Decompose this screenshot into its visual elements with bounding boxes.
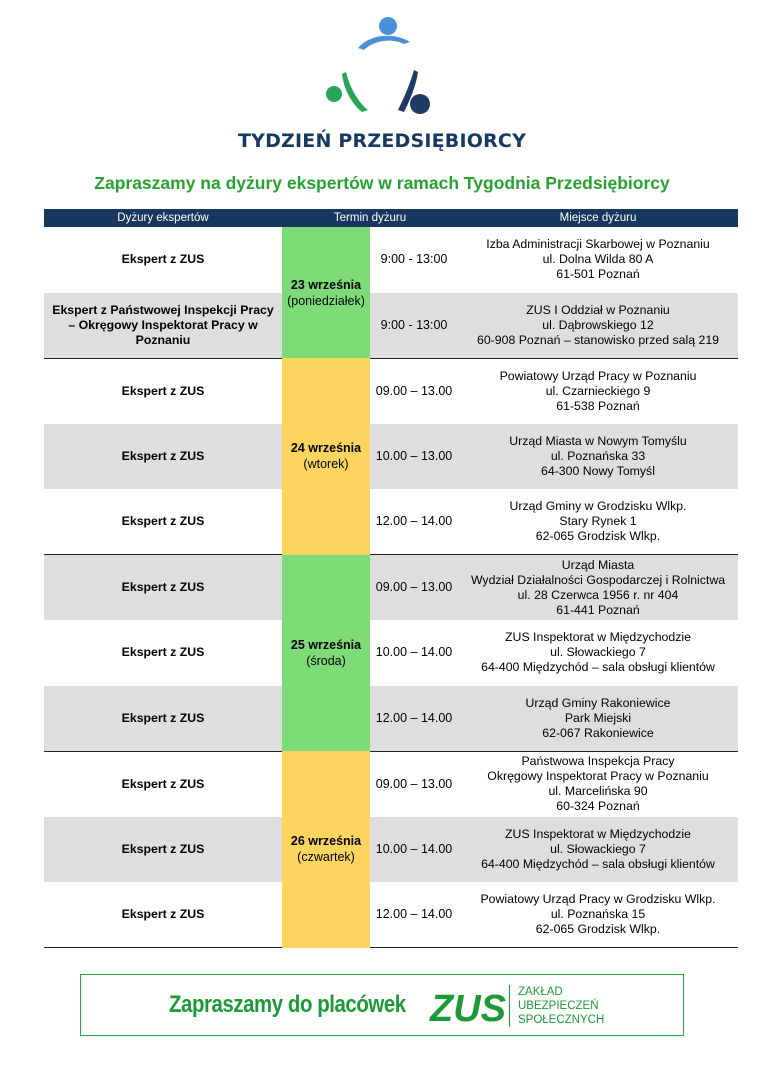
- place-line: 61-441 Poznań: [556, 602, 640, 617]
- place-cell: [458, 620, 738, 686]
- place-line: ul. Słowackiego 7: [550, 841, 646, 856]
- place-cell: [458, 424, 738, 490]
- place-line: Powiatowy Urząd Pracy w Grodzisku Wlkp.: [480, 892, 716, 906]
- place-line: ul. Dąbrowskiego 12: [542, 317, 654, 332]
- date-cell: [282, 358, 370, 555]
- event-brand-name: TYDZIEŃ PRZEDSIĘBIORCY: [237, 130, 527, 152]
- place-line: Urząd Miasta: [561, 557, 635, 572]
- place-line: ul. 28 Czerwca 1956 r. nr 404: [517, 587, 679, 602]
- expert-cell: Ekspert z ZUS: [44, 882, 282, 948]
- zus-name-line: UBEZPIECZEŃ: [518, 1000, 599, 1012]
- footer-banner: [80, 974, 684, 1036]
- schedule-table: [44, 209, 738, 948]
- expert-cell: Ekspert z ZUS: [44, 817, 282, 883]
- date-label: 26 września: [290, 834, 362, 849]
- place-line: ZUS Inspektorat w Międzychodzie: [505, 826, 691, 841]
- time-cell: 12.00 – 14.00: [375, 514, 453, 528]
- expert-cell: Ekspert z ZUS: [44, 358, 282, 424]
- time-cell: 12.00 – 14.00: [370, 882, 458, 948]
- table-row: [44, 817, 738, 883]
- expert-cell: Ekspert z ZUS: [44, 751, 282, 817]
- place-line: Wydział Działalności Gospodarczej i Rolnictwa: [470, 572, 726, 587]
- place-cell: [458, 555, 738, 621]
- time-cell: 9:00 - 13:00: [370, 293, 458, 359]
- expert-cell: Ekspert z ZUS: [121, 514, 205, 528]
- zus-institution-name: [509, 985, 604, 1027]
- place-cell: [458, 227, 738, 293]
- time-cell: 10.00 – 14.00: [370, 817, 458, 883]
- time-cell: 09.00 – 13.00: [370, 358, 458, 424]
- date-cell: [282, 227, 370, 358]
- place-line: 61-538 Poznań: [556, 398, 640, 413]
- table-row: [44, 293, 738, 359]
- zus-logo-text: ZUS: [430, 988, 506, 1030]
- place-cell: [458, 817, 738, 883]
- place-line: Urząd Gminy Rakoniewice: [525, 695, 671, 710]
- place-line: Powiatowy Urząd Pracy w Poznaniu: [499, 368, 697, 383]
- date-label: 23 września: [290, 277, 362, 292]
- place-cell: [458, 358, 738, 424]
- place-cell: [458, 686, 738, 752]
- place-line: ul. Marcelińska 90: [548, 784, 648, 798]
- table-row: [44, 555, 738, 621]
- weekday-label: (poniedziałek): [287, 293, 365, 308]
- place-line: Park Miejski: [564, 710, 632, 725]
- table-row: [44, 227, 738, 293]
- header-place: Miejsce dyżuru: [458, 209, 738, 227]
- place-line: Urząd Miasta w Nowym Tomyślu: [509, 433, 687, 448]
- expert-cell: Ekspert z ZUS: [44, 555, 282, 621]
- place-cell: [458, 751, 738, 817]
- date-cell: [282, 555, 370, 752]
- place-line: ul. Poznańska 15: [550, 907, 646, 921]
- tydzien-logo-icon: [318, 14, 446, 120]
- place-line: 60-324 Poznań: [556, 799, 640, 813]
- place-line: Państwowa Inspekcja Pracy: [521, 754, 675, 768]
- place-cell: [458, 293, 738, 359]
- place-line: 61-501 Poznań: [556, 267, 640, 282]
- place-line: ZUS Inspektorat w Międzychodzie: [505, 630, 691, 645]
- page-headline: Zapraszamy na dyżury ekspertów w ramach Tygodnia Przedsiębiorcy: [94, 173, 670, 193]
- zus-name-line: ZAKŁAD: [518, 986, 563, 998]
- table-row: [44, 358, 738, 424]
- place-line: Okręgowy Inspektorat Pracy w Poznaniu: [487, 769, 709, 783]
- expert-cell: Ekspert z ZUS: [121, 645, 205, 660]
- date-label: 24 września: [290, 441, 362, 456]
- table-row: [44, 489, 738, 555]
- weekday-label: (czwartek): [297, 850, 355, 865]
- weekday-label: (środa): [306, 653, 346, 668]
- place-line: Stary Rynek 1: [559, 514, 637, 528]
- time-cell: 09.00 – 13.00: [370, 555, 458, 621]
- expert-cell: Ekspert z ZUS: [121, 252, 205, 267]
- table-row: [44, 620, 738, 686]
- place-line: 64-400 Międzychód – sala obsługi klientów: [481, 856, 715, 871]
- table-header-row: [44, 209, 738, 227]
- expert-cell: Ekspert z ZUS: [44, 424, 282, 490]
- place-line: Urząd Gminy w Grodzisku Wlkp.: [509, 499, 687, 513]
- table-row: [44, 751, 738, 817]
- table-row: [44, 686, 738, 752]
- place-line: 64-300 Nowy Tomyśl: [541, 463, 655, 478]
- zus-logo-icon: [430, 985, 506, 1030]
- time-cell: 9:00 - 13:00: [380, 252, 448, 267]
- place-line: ul. Czarnieckiego 9: [545, 383, 651, 398]
- header-term: Termin dyżuru: [282, 209, 458, 227]
- time-cell: 10.00 – 13.00: [370, 424, 458, 490]
- zus-name-line: SPOŁECZNYCH: [518, 1014, 605, 1026]
- place-line: Izba Administracji Skarbowej w Poznaniu: [486, 237, 710, 252]
- place-line: ul. Poznańska 33: [550, 448, 646, 463]
- place-line: 62-067 Rakoniewice: [542, 725, 654, 740]
- place-line: 62-065 Grodzisk Wlkp.: [535, 529, 661, 543]
- time-cell: 09.00 – 13.00: [370, 751, 458, 817]
- table-row: [44, 882, 738, 948]
- date-cell: [282, 751, 370, 948]
- expert-cell: Ekspert z ZUS: [44, 686, 282, 752]
- place-line: 60-908 Poznań – stanowisko przed salą 219: [477, 332, 719, 347]
- place-cell: [458, 882, 738, 948]
- place-line: ul. Słowackiego 7: [550, 645, 646, 660]
- place-line: 64-400 Międzychód – sala obsługi klientów: [481, 660, 715, 675]
- place-line: ul. Dolna Wilda 80 A: [542, 252, 654, 267]
- footer-invite: Zapraszamy do placówek: [169, 991, 406, 1018]
- expert-cell: Ekspert z Państwowej Inspekcji Pracy – Okręgowy Inspektorat Pracy w Poznaniu: [44, 293, 282, 359]
- date-label: 25 września: [290, 637, 362, 652]
- time-cell: 10.00 – 14.00: [375, 645, 453, 660]
- weekday-label: (wtorek): [303, 457, 349, 472]
- header-experts: Dyżury ekspertów: [44, 209, 282, 227]
- time-cell: 12.00 – 14.00: [370, 686, 458, 752]
- place-line: ZUS I Oddział w Poznaniu: [526, 302, 670, 317]
- table-row: [44, 424, 738, 490]
- place-cell: [458, 489, 738, 555]
- place-line: 62-065 Grodzisk Wlkp.: [535, 922, 661, 936]
